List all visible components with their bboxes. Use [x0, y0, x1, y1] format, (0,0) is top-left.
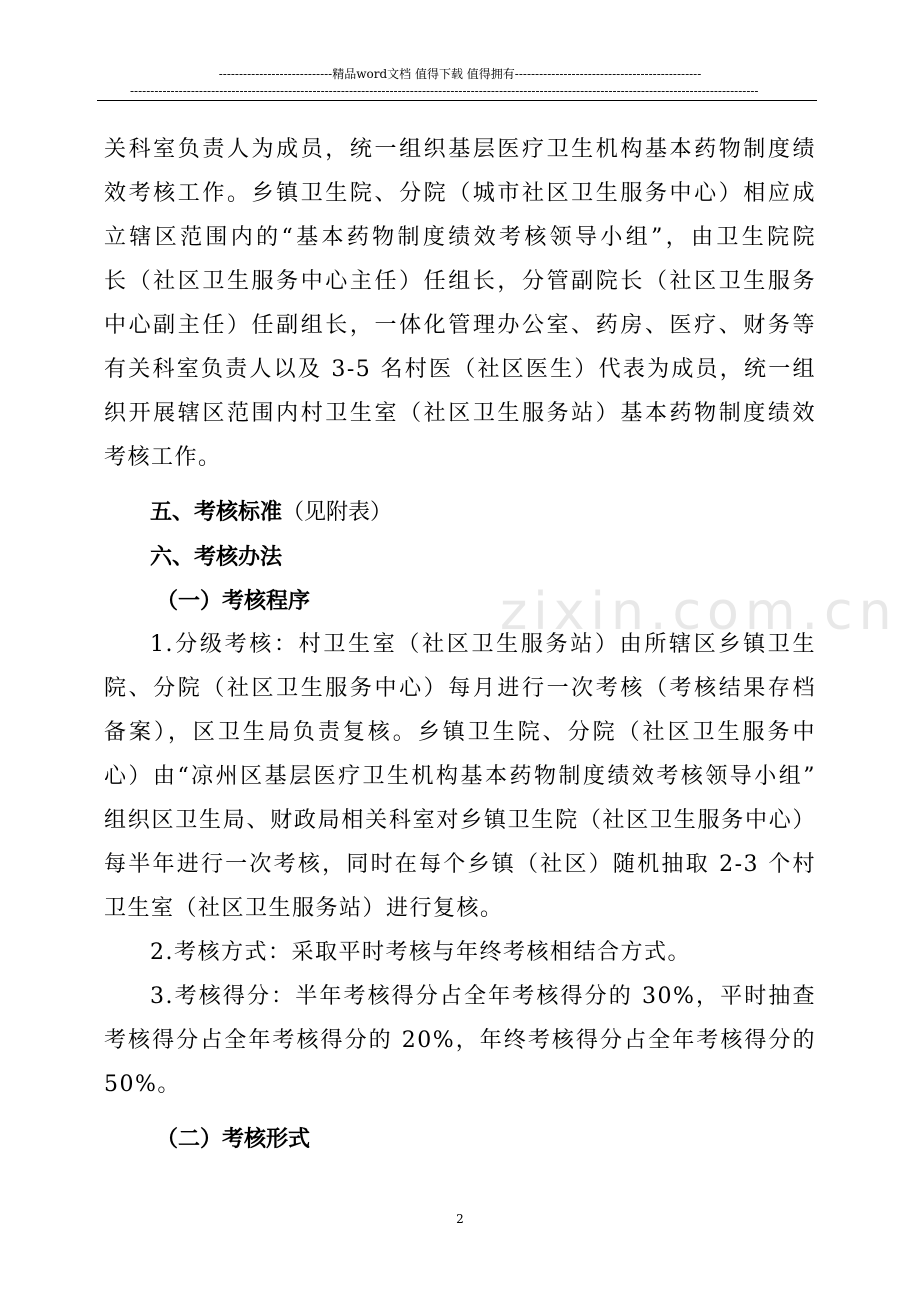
- text-line: 备案），区卫生局负责复核。乡镇卫生院、分院（社区卫生服务中: [104, 720, 816, 745]
- text-line: 关科室负责人为成员，统一组织基层医疗卫生机构基本药物制度绩: [104, 137, 816, 162]
- text-line: 院、分院（社区卫生服务中心）每月进行一次考核（考核结果存档: [104, 676, 816, 701]
- section-title: 五、考核标准: [150, 499, 283, 525]
- item-2: 2.考核方式：采取平时考核与年终考核相结合方式。: [150, 940, 691, 965]
- text-line: 卫生室（社区卫生服务站）进行复核。: [104, 896, 504, 921]
- section-heading-6: 六、考核办法: [150, 544, 283, 570]
- page-number: 2: [456, 1212, 464, 1226]
- header-rule: [97, 100, 817, 101]
- section-heading-5: [104, 490, 816, 535]
- subsection-heading-1: （一）考核程序: [156, 588, 311, 614]
- text-line: 考核工作。: [104, 445, 222, 470]
- subsection-heading-2: （二）考核形式: [156, 1126, 311, 1152]
- header-line: ----------------------------精品word文档 值得下载 值得拥有----------------------------------------------: [218, 67, 702, 81]
- text-line: 3.考核得分：半年考核得分占全年考核得分的 30%，平时抽查: [150, 984, 816, 1009]
- text-line: 组织区卫生局、财政局相关科室对乡镇卫生院（社区卫生服务中心）: [104, 808, 816, 833]
- item-3: [104, 975, 816, 1107]
- header-dash-line: -----------------------------------------------------------------------------------------------------------------------------------------------------------: [130, 84, 759, 98]
- text-line: 有关科室负责人以及 3-5 名村医（社区医生）代表为成员，统一组: [104, 357, 816, 382]
- text-line: 织开展辖区范围内村卫生室（社区卫生服务站）基本药物制度绩效: [104, 401, 816, 426]
- text-line: 中心副主任）任副组长，一体化管理办公室、药房、医疗、财务等: [104, 313, 816, 338]
- text-line: 效考核工作。乡镇卫生院、分院（城市社区卫生服务中心）相应成: [104, 181, 816, 206]
- text-line: 长（社区卫生服务中心主任）任组长，分管副院长（社区卫生服务: [104, 269, 816, 294]
- text-line: 考核得分占全年考核得分的 20%，年终考核得分占全年考核得分的: [104, 1028, 816, 1053]
- text-line: 立辖区范围内的“基本药物制度绩效考核领导小组”，由卫生院院: [104, 225, 816, 250]
- text-line: 50%。: [104, 1072, 181, 1097]
- paragraph-1: [104, 128, 816, 480]
- text-line: 1.分级考核：村卫生室（社区卫生服务站）由所辖区乡镇卫生: [150, 632, 816, 657]
- watermark: zixin.com.cn: [500, 582, 898, 642]
- text-line: 心）由“凉州区基层医疗卫生机构基本药物制度绩效考核领导小组”: [104, 764, 816, 789]
- text-line: 每半年进行一次考核，同时在每个乡镇（社区）随机抽取 2-3 个村: [104, 852, 816, 877]
- item-1: [104, 623, 816, 931]
- section-note: （见附表）: [282, 500, 393, 525]
- document-body: [104, 128, 816, 1161]
